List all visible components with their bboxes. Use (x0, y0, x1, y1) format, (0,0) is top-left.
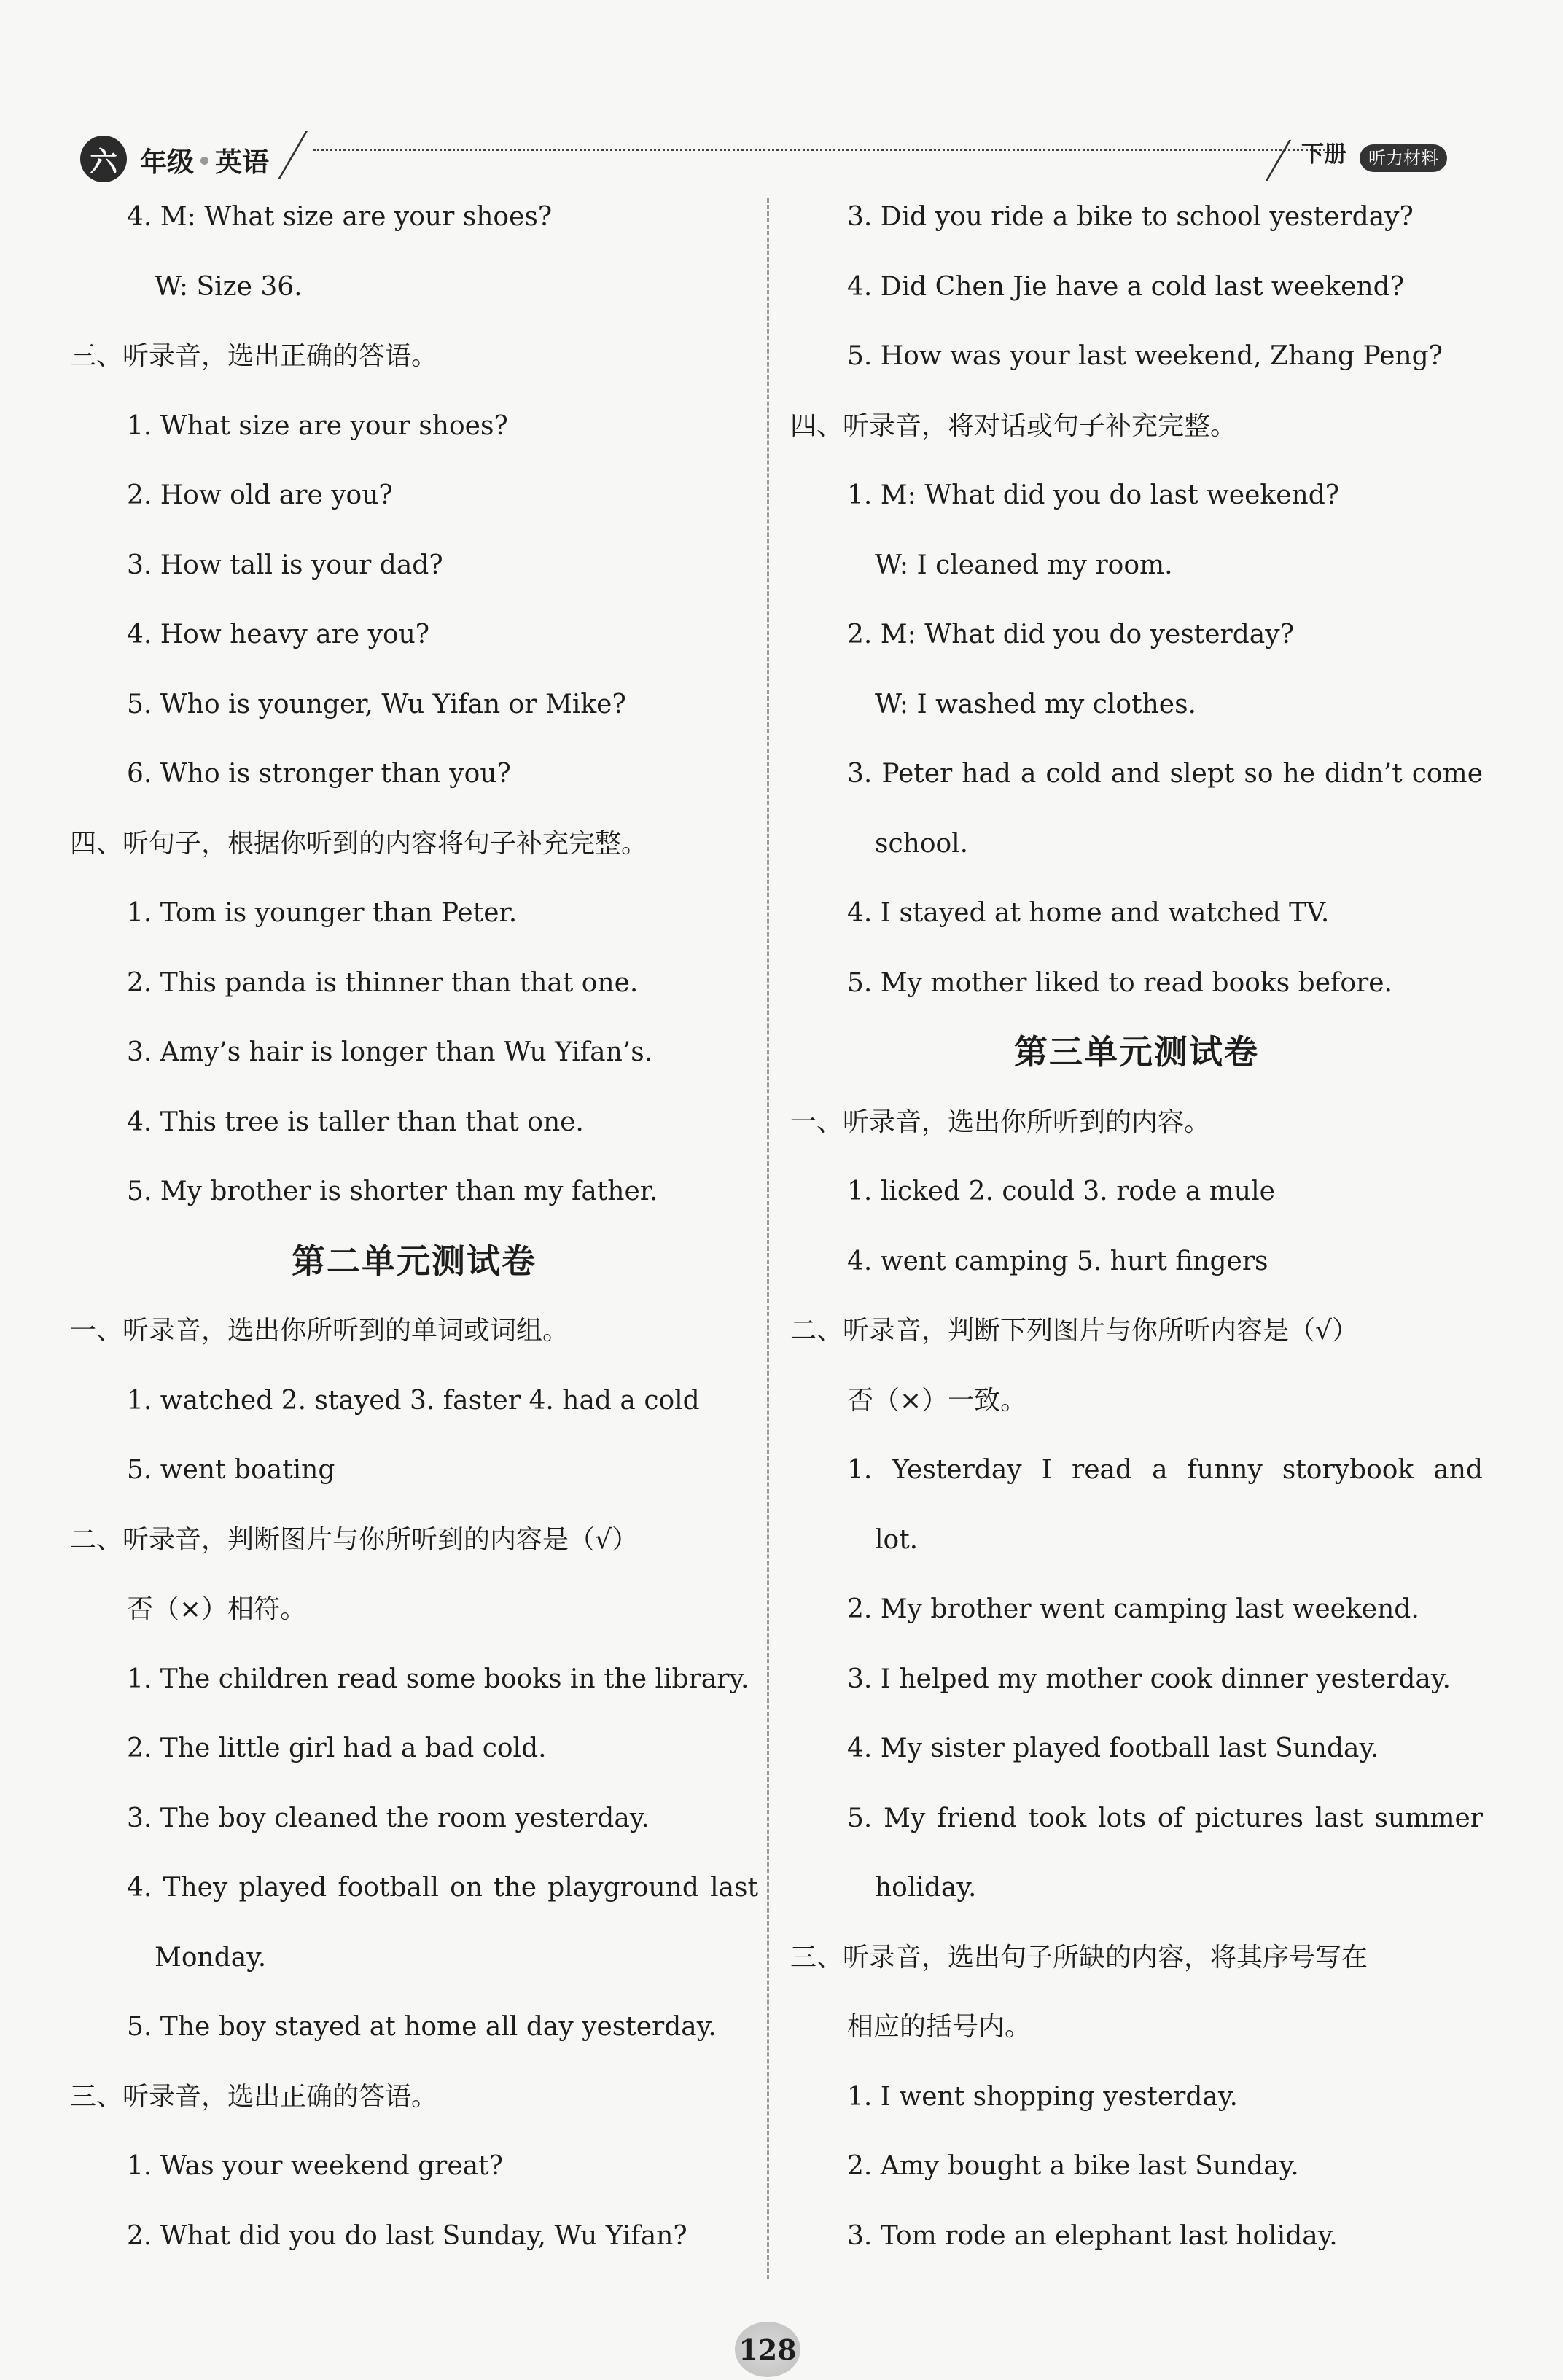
list-item: 5. My brother is shorter than my father. (127, 1177, 658, 1206)
section-heading: 四、听句子，根据你听到的内容将句子补充完整。 (70, 828, 648, 859)
list-item: 4. went camping 5. hurt fingers (847, 1246, 1268, 1276)
list-item: 5. My friend took lots of pictures last summer (847, 1803, 1483, 1833)
list-item: 2. How old are you? (127, 480, 393, 510)
list-item: 3. Peter had a cold and slept so he didn’t come (847, 759, 1483, 789)
page-number: 128 (735, 2322, 800, 2377)
list-item: 1. The children read some books in the library. (127, 1663, 749, 1694)
page-header (73, 130, 1458, 188)
list-item: 4. M: What size are your shoes? (127, 202, 553, 232)
header-slash-icon (1266, 140, 1291, 181)
section-heading: 三、听录音，选出正确的答语。 (70, 2081, 438, 2112)
list-item: 2. This panda is thinner than that one. (127, 967, 639, 998)
grade-label: 年级 (140, 147, 194, 178)
left-column (70, 182, 758, 2271)
list-item: 3. Did you ride a bike to school yesterday? (847, 202, 1414, 232)
list-item: 1. Yesterday I read a funny storybook and (847, 1455, 1483, 1485)
section-heading: 二、听录音，判断图片与你所听到的内容是（√） (70, 1524, 638, 1555)
list-item: 3. How tall is your dad? (127, 550, 443, 580)
grade-badge: 六 (80, 136, 127, 182)
list-item: 2. What did you do last Sunday, Wu Yifan? (127, 2220, 687, 2251)
list-item-continued: holiday. (875, 1873, 977, 1903)
section-heading: 二、听录音，判断下列图片与你所听内容是（√） (790, 1316, 1358, 1346)
list-item: 5. How was your last weekend, Zhang Peng? (847, 341, 1443, 371)
list-item: 1. watched 2. stayed 3. faster 4. had a cold (127, 1385, 700, 1416)
list-item: 4. My sister played football last Sunday. (847, 1733, 1379, 1763)
list-item: 5. went boating (127, 1455, 335, 1485)
list-item-continued: Monday. (155, 1942, 267, 1973)
unit-title: 第三单元测试卷 (1014, 1032, 1259, 1072)
list-item: 3. Tom rode an elephant last holiday. (847, 2220, 1338, 2251)
list-item: 1. M: What did you do last weekend? (847, 480, 1340, 510)
series-tag: 听力材料 (1360, 144, 1447, 172)
list-item: 5. The boy stayed at home all day yesterday. (127, 2012, 717, 2042)
section-heading: 三、听录音，选出正确的答语。 (70, 341, 438, 371)
list-item: 2. The little girl had a bad cold. (127, 1733, 547, 1763)
list-item: 5. My mother liked to read books before. (847, 967, 1392, 998)
section-heading-continued: 相应的括号内。 (847, 2012, 1032, 2042)
subject-label: 英语 (215, 147, 269, 178)
header-slash-icon (278, 131, 308, 179)
list-item-continued: lot. (875, 1524, 919, 1555)
header-title (140, 140, 269, 179)
unit-title: 第二单元测试卷 (292, 1241, 537, 1281)
list-item: 6. Who is stronger than you? (127, 759, 511, 789)
separator-dot-icon (200, 157, 208, 165)
list-item: 4. How heavy are you? (127, 620, 430, 649)
list-item-continued: W: Size 36. (155, 271, 303, 302)
list-item: 1. Was your weekend great? (127, 2151, 503, 2181)
header-dotted-rule (313, 149, 1334, 151)
list-item: 3. The boy cleaned the room yesterday. (127, 1803, 650, 1833)
list-item: 1. Tom is younger than Peter. (127, 898, 518, 928)
list-item: 2. M: What did you do yesterday? (847, 620, 1294, 649)
section-heading: 四、听录音，将对话或句子补充完整。 (790, 410, 1237, 441)
list-item: 3. I helped my mother cook dinner yesterday. (847, 1663, 1451, 1694)
list-item: 2. My brother went camping last weekend. (847, 1594, 1419, 1624)
right-column (790, 182, 1483, 2271)
section-heading-continued: 否（×）相符。 (127, 1594, 307, 1624)
section-heading: 三、听录音，选出句子所缺的内容，将其序号写在 (790, 1942, 1368, 1973)
list-item: 4. Did Chen Jie have a cold last weekend? (847, 271, 1404, 302)
volume-label: 下册 (1301, 141, 1346, 168)
section-heading: 一、听录音，选出你所听到的内容。 (790, 1107, 1211, 1137)
section-heading-continued: 否（×）一致。 (847, 1385, 1027, 1416)
list-item: 1. I went shopping yesterday. (847, 2081, 1238, 2112)
list-item-continued: W: I washed my clothes. (875, 689, 1196, 719)
list-item: 1. What size are your shoes? (127, 410, 508, 441)
list-item: 2. Amy bought a bike last Sunday. (847, 2151, 1299, 2181)
section-heading: 一、听录音，选出你所听到的单词或词组。 (70, 1316, 569, 1346)
list-item: 4. They played football on the playground last (127, 1873, 758, 1903)
list-item: 4. I stayed at home and watched TV. (847, 898, 1330, 928)
list-item: 1. licked 2. could 3. rode a mule (847, 1177, 1275, 1206)
list-item: 3. Amy’s hair is longer than Wu Yifan’s. (127, 1037, 653, 1067)
list-item-continued: W: I cleaned my room. (875, 550, 1173, 580)
column-divider (767, 198, 769, 2279)
list-item: 4. This tree is taller than that one. (127, 1107, 584, 1137)
list-item: 5. Who is younger, Wu Yifan or Mike? (127, 689, 626, 719)
list-item-continued: school. (875, 828, 969, 859)
